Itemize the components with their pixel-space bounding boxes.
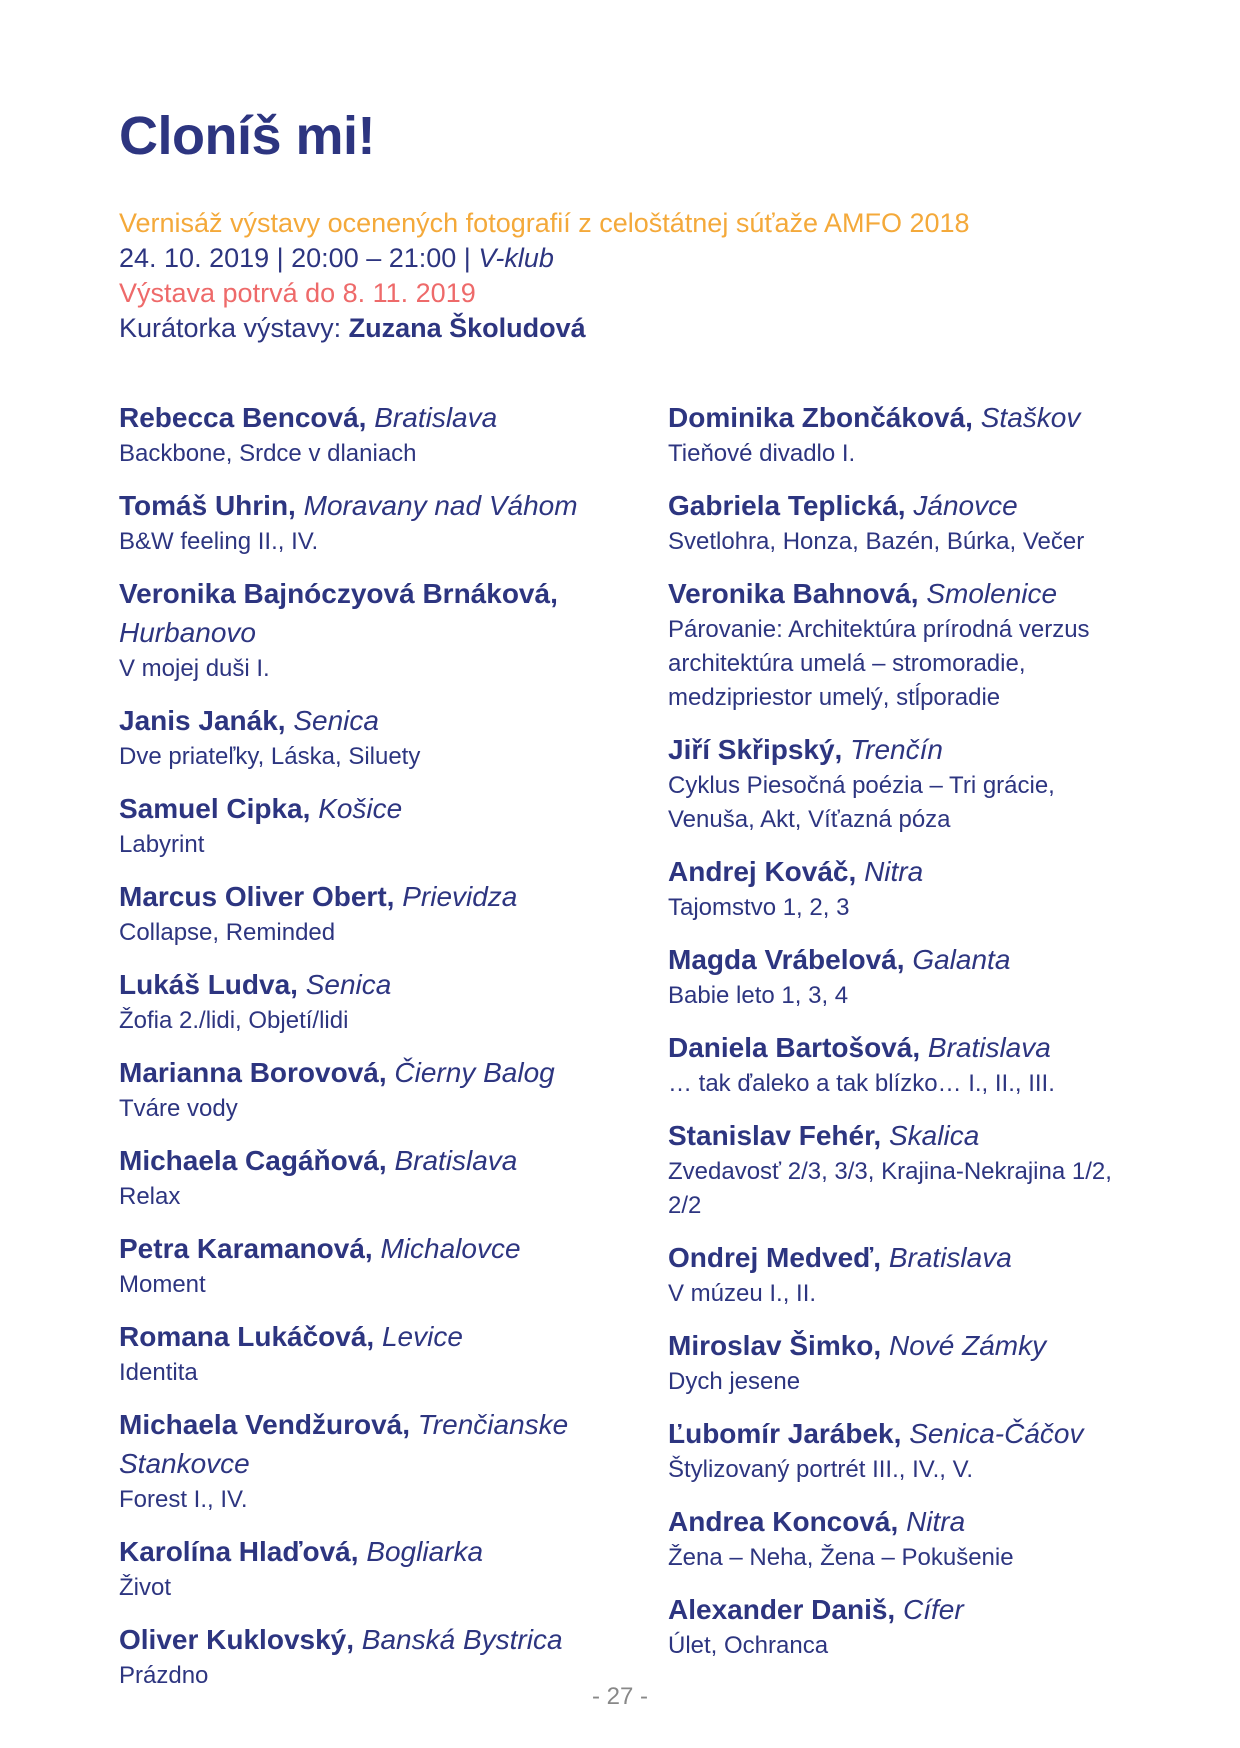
event-date-time: 24. 10. 2019 | 20:00 – 21:00 | xyxy=(119,243,479,273)
author-name: Lukáš Ludva, xyxy=(119,969,298,1000)
author-name: Janis Janák, xyxy=(119,705,286,736)
event-datetime xyxy=(119,241,970,276)
author-city: Prievidza xyxy=(402,881,518,912)
author-name: Magda Vrábelová, xyxy=(668,944,905,975)
photo-titles: Dych jesene xyxy=(668,1368,801,1395)
photo-titles: … tak ďaleko a tak blízko… I., II., III. xyxy=(668,1070,1055,1097)
author-name: Andrej Kováč, xyxy=(668,856,857,887)
photo-titles: Tieňové divadlo I. xyxy=(668,440,856,467)
photo-titles: V mojej duši I. xyxy=(119,655,270,682)
author-city: Bratislava xyxy=(888,1242,1012,1273)
author-line xyxy=(119,1141,589,1180)
left-column xyxy=(119,398,589,1708)
photo-titles: Identita xyxy=(119,1359,198,1386)
photo-titles: Collapse, Reminded xyxy=(119,919,336,946)
list-item xyxy=(119,1317,589,1390)
author-city: Trenčianske Stankovce xyxy=(119,1409,569,1479)
list-item xyxy=(668,1116,1148,1223)
photo-titles: Úlet, Ochranca xyxy=(668,1632,829,1659)
author-line xyxy=(668,1502,1148,1541)
author-name: Stanislav Fehér, xyxy=(668,1120,882,1151)
author-city: Košice xyxy=(318,793,403,824)
author-name: Miroslav Šimko, xyxy=(668,1330,882,1361)
author-name: Daniela Bartošová, xyxy=(668,1032,921,1063)
list-item xyxy=(119,1053,589,1126)
author-line xyxy=(668,730,1148,769)
photo-titles: Relax xyxy=(119,1183,181,1210)
author-name: Samuel Cipka, xyxy=(119,793,311,824)
author-line xyxy=(119,1317,589,1356)
author-line xyxy=(668,1116,1148,1155)
list-item xyxy=(668,852,1148,925)
author-name: Tomáš Uhrin, xyxy=(119,490,296,521)
list-item xyxy=(119,1405,589,1517)
author-line xyxy=(668,398,1148,437)
list-item xyxy=(668,486,1148,559)
author-name: Ľubomír Jarábek, xyxy=(668,1418,902,1449)
author-name: Dominika Zbončáková, xyxy=(668,402,973,433)
author-name: Jiří Skřipský, xyxy=(668,734,843,765)
event-duration: Výstava potrvá do 8. 11. 2019 xyxy=(119,278,476,308)
photo-titles: Párovanie: Architektúra prírodná verzus architektúra umelá – stromoradie, medzipriestor umelý, stĺporadie xyxy=(668,616,1090,711)
right-column xyxy=(668,398,1148,1678)
list-item xyxy=(119,701,589,774)
photo-titles: Prázdno xyxy=(119,1662,209,1689)
author-city: Banská Bystrica xyxy=(361,1624,563,1655)
list-item xyxy=(668,1590,1148,1663)
photo-titles: V múzeu I., II. xyxy=(668,1280,817,1307)
list-item xyxy=(668,1028,1148,1101)
author-name: Alexander Daniš, xyxy=(668,1594,896,1625)
list-item xyxy=(668,1414,1148,1487)
author-line xyxy=(668,1414,1148,1453)
author-name: Michaela Cagáňová, xyxy=(119,1145,387,1176)
curator-line xyxy=(119,311,970,346)
author-city: Senica xyxy=(293,705,379,736)
photo-titles: Žofia 2./lidi, Objetí/lidi xyxy=(119,1007,349,1034)
author-line xyxy=(119,1229,589,1268)
list-item xyxy=(668,940,1148,1013)
list-item xyxy=(668,1238,1148,1311)
author-name: Romana Lukáčová, xyxy=(119,1321,375,1352)
author-line xyxy=(119,1532,589,1571)
author-line xyxy=(119,1405,589,1483)
author-line xyxy=(119,701,589,740)
page-number: - 27 - xyxy=(591,1683,648,1710)
photo-titles: Dve priateľky, Láska, Siluety xyxy=(119,743,421,770)
curator-name: Zuzana Školudová xyxy=(348,313,586,343)
event-venue: V-klub xyxy=(478,243,554,273)
author-line xyxy=(119,877,589,916)
list-item xyxy=(668,1502,1148,1575)
curator-label: Kurátorka výstavy: xyxy=(119,313,349,343)
photo-titles: Zvedavosť 2/3, 3/3, Krajina-Nekrajina 1/2, 2/2 xyxy=(668,1158,1112,1219)
author-line xyxy=(668,1590,1148,1629)
list-item xyxy=(119,1532,589,1605)
author-city: Michalovce xyxy=(380,1233,521,1264)
author-name: Marianna Borovová, xyxy=(119,1057,387,1088)
author-name: Michaela Vendžurová, xyxy=(119,1409,410,1440)
author-name: Oliver Kuklovský, xyxy=(119,1624,355,1655)
photo-titles: Forest I., IV. xyxy=(119,1486,248,1513)
author-city: Bratislava xyxy=(374,402,498,433)
author-city: Bogliarka xyxy=(366,1536,484,1567)
list-item xyxy=(119,1229,589,1302)
author-line xyxy=(668,1326,1148,1365)
list-item xyxy=(119,877,589,950)
photo-titles: Backbone, Srdce v dlaniach xyxy=(119,440,417,467)
author-name: Karolína Hlaďová, xyxy=(119,1536,359,1567)
author-city: Hurbanovo xyxy=(119,617,256,648)
list-item xyxy=(119,398,589,471)
list-item xyxy=(668,398,1148,471)
photo-titles: Štylizovaný portrét III., IV., V. xyxy=(668,1456,974,1483)
event-info xyxy=(119,206,970,346)
author-line xyxy=(668,574,1148,613)
author-city: Čierny Balog xyxy=(394,1057,555,1088)
page-title: Cloníš mi! xyxy=(119,106,376,166)
author-city: Jánovce xyxy=(913,490,1018,521)
author-line xyxy=(119,789,589,828)
event-subtitle: Vernisáž výstavy ocenených fotografií z celoštátnej súťaže AMFO 2018 xyxy=(119,208,970,238)
author-city: Nitra xyxy=(864,856,924,887)
photo-titles: B&W feeling II., IV. xyxy=(119,528,319,555)
photo-titles: Cyklus Piesočná poézia – Tri grácie, Venuša, Akt, Víťazná póza xyxy=(668,772,1055,833)
photo-titles: Svetlohra, Honza, Bazén, Búrka, Večer xyxy=(668,528,1085,555)
author-city: Galanta xyxy=(912,944,1011,975)
author-name: Ondrej Medveď, xyxy=(668,1242,882,1273)
author-line xyxy=(119,574,589,652)
author-line xyxy=(119,398,589,437)
author-name: Andrea Koncová, xyxy=(668,1506,899,1537)
author-city: Levice xyxy=(381,1321,463,1352)
author-city: Cífer xyxy=(902,1594,964,1625)
author-city: Bratislava xyxy=(394,1145,518,1176)
author-city: Nové Zámky xyxy=(888,1330,1047,1361)
author-line xyxy=(119,1620,589,1659)
list-item xyxy=(119,965,589,1038)
author-line xyxy=(119,965,589,1004)
author-name: Rebecca Bencová, xyxy=(119,402,367,433)
photo-titles: Moment xyxy=(119,1271,206,1298)
author-city: Skalica xyxy=(889,1120,980,1151)
author-line xyxy=(668,486,1148,525)
author-city: Nitra xyxy=(906,1506,966,1537)
list-item xyxy=(119,1141,589,1214)
photo-titles: Labyrint xyxy=(119,831,205,858)
photo-titles: Babie leto 1, 3, 4 xyxy=(668,982,849,1009)
author-line xyxy=(668,1028,1148,1067)
author-name: Marcus Oliver Obert, xyxy=(119,881,395,912)
author-name: Veronika Bahnová, xyxy=(668,578,919,609)
list-item xyxy=(119,486,589,559)
author-city: Senica xyxy=(305,969,392,1000)
list-item xyxy=(119,574,589,686)
author-city: Smolenice xyxy=(926,578,1058,609)
author-line xyxy=(668,940,1148,979)
author-line xyxy=(119,486,589,525)
author-city: Trenčín xyxy=(850,734,943,765)
author-line xyxy=(119,1053,589,1092)
list-item xyxy=(668,574,1148,715)
author-line xyxy=(668,1238,1148,1277)
photo-titles: Žena – Neha, Žena – Pokušenie xyxy=(668,1544,1014,1571)
author-name: Gabriela Teplická, xyxy=(668,490,906,521)
photo-titles: Tváre vody xyxy=(119,1095,238,1122)
photo-titles: Život xyxy=(119,1574,172,1601)
photo-titles: Tajomstvo 1, 2, 3 xyxy=(668,894,850,921)
author-name: Veronika Bajnóczyová Brnáková, xyxy=(119,578,558,609)
author-city: Bratislava xyxy=(927,1032,1051,1063)
list-item xyxy=(119,789,589,862)
list-item xyxy=(668,1326,1148,1399)
author-name: Petra Karamanová, xyxy=(119,1233,373,1264)
author-line xyxy=(668,852,1148,891)
author-city: Staškov xyxy=(980,402,1081,433)
list-item xyxy=(668,730,1148,837)
author-city: Moravany nad Váhom xyxy=(303,490,578,521)
author-city: Senica-Čáčov xyxy=(909,1418,1084,1449)
